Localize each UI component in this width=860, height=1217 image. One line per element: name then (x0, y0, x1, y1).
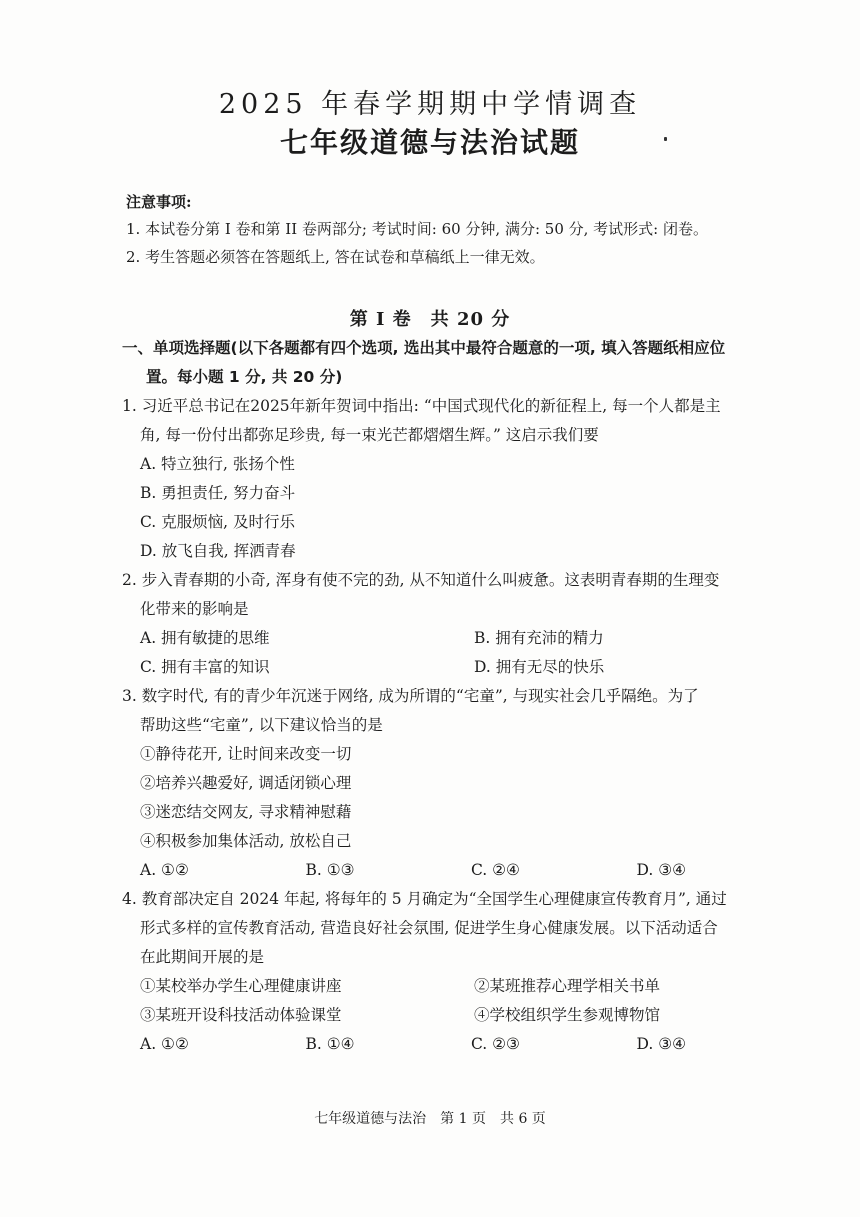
q4-option-b: B. ①④ (305, 1035, 355, 1053)
notice-block (126, 189, 826, 271)
q2-options-row (122, 624, 802, 653)
q3-options-row (122, 856, 802, 885)
exam-subtitle: 七年级道德与法治试题 (279, 126, 580, 159)
q3-option-b: B. ①③ (305, 861, 355, 879)
section-title: 第 I 卷 共 20 分 (349, 309, 511, 330)
q3-option-c: C. ②④ (471, 861, 520, 879)
q3-option-a: A. ①② (140, 861, 189, 879)
q1-option-c: C. 克服烦恼, 及时行乐 (140, 513, 296, 531)
q4-item-3: ③某班开设科技活动体验课堂 (140, 1006, 342, 1024)
q4-options-row (122, 1030, 802, 1059)
q1-stem-cont: 角, 每一份付出都弥足珍贵, 每一束光芒都熠熠生辉。” 这启示我们要 (140, 426, 599, 444)
q3-item-2: ②培养兴趣爱好, 调适闭锁心理 (140, 774, 352, 792)
q4-items-row (122, 972, 802, 1001)
q4-stem-cont: 在此期间开展的是 (140, 948, 265, 966)
scan-speck (664, 137, 667, 141)
q4-option-a: A. ①② (140, 1035, 189, 1053)
page-footer: 七年级道德与法治 第 1 页 共 6 页 (314, 1111, 546, 1127)
q3-item-3: ③迷恋结交网友, 寻求精神慰藉 (140, 803, 352, 821)
notice-item: 2. 考生答题必须答在答题纸上, 答在试卷和草稿纸上一律无效。 (126, 248, 545, 266)
q3-stem: 3. 数字时代, 有的青少年沉迷于网络, 成为所谓的“宅童”, 与现实社会几乎隔绝。为了 (122, 687, 699, 705)
q4-stem: 4. 教育部决定自 2024 年起, 将每年的 5 月确定为“全国学生心理健康宣传教育月”, 通过 (122, 890, 727, 908)
q4-option-c: C. ②③ (471, 1035, 520, 1053)
q2-stem-cont: 化带来的影响是 (140, 600, 249, 618)
exam-title: 2025 年春学期期中学情调查 (218, 89, 642, 120)
q2-stem: 2. 步入青春期的小奇, 浑身有使不完的劲, 从不知道什么叫疲惫。这表明青春期的生理变 (122, 571, 720, 589)
q3-stem-cont: 帮助这些“宅童”, 以下建议恰当的是 (140, 716, 383, 734)
q1-option-d: D. 放飞自我, 挥洒青春 (140, 542, 296, 560)
q1-option-b: B. 勇担责任, 努力奋斗 (140, 484, 296, 502)
q1-option-a: A. 特立独行, 张扬个性 (140, 455, 295, 473)
q2-option-d: D. 拥有无尽的快乐 (474, 658, 605, 676)
q3-item-1: ①静待花开, 让时间来改变一切 (140, 745, 352, 763)
q2-option-b: B. 拥有充沛的精力 (474, 629, 604, 647)
q1-stem: 1. 习近平总书记在2025年新年贺词中指出: “中国式现代化的新征程上, 每一个人都是主 (122, 397, 721, 415)
section-heading: 一、单项选择题(以下各题都有四个选项, 选出其中最符合题意的一项, 填入答题纸相应位 (122, 339, 726, 357)
q3-option-d: D. ③④ (636, 861, 687, 879)
q3-item-4: ④积极参加集体活动, 放松自己 (140, 832, 352, 850)
section-heading-cont: 置。每小题 1 分, 共 20 分) (146, 368, 343, 386)
q4-option-d: D. ③④ (636, 1035, 687, 1053)
q4-items-row (122, 1001, 802, 1030)
notice-item: 1. 本试卷分第 I 卷和第 II 卷两部分; 考试时间: 60 分钟, 满分: 50 分, 考试形式: 闭卷。 (126, 220, 709, 238)
question-body (122, 334, 802, 1059)
q4-stem-cont: 形式多样的宣传教育活动, 营造良好社会氛围, 促进学生身心健康发展。以下活动适合 (140, 919, 718, 937)
notice-title: 注意事项: (126, 193, 192, 211)
q4-item-4: ④学校组织学生参观博物馆 (474, 1006, 661, 1024)
q4-item-2: ②某班推荐心理学相关书单 (474, 977, 661, 995)
q2-option-c: C. 拥有丰富的知识 (140, 658, 270, 676)
q2-option-a: A. 拥有敏捷的思维 (140, 629, 270, 647)
q2-options-row (122, 653, 802, 682)
q4-item-1: ①某校举办学生心理健康讲座 (140, 977, 342, 995)
